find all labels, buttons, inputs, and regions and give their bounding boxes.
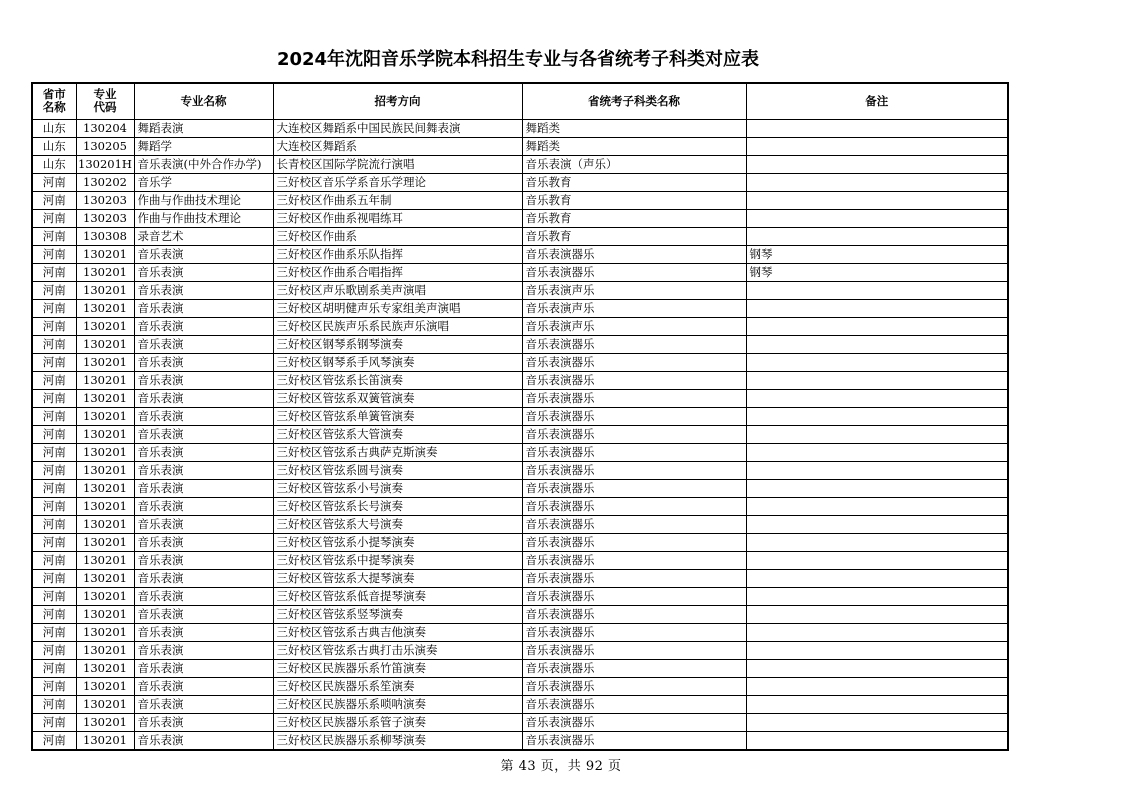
cell-note <box>746 713 1008 731</box>
table-row <box>32 137 1008 155</box>
cell-major: 音乐表演 <box>134 659 273 677</box>
cell-major: 音乐表演 <box>134 335 273 353</box>
cell-category: 音乐表演器乐 <box>522 335 746 353</box>
cell-direction: 大连校区舞蹈系 <box>273 137 522 155</box>
page-footer: 第 43 页，共 92 页 <box>500 759 622 774</box>
cell-code: 130201 <box>76 245 134 263</box>
table-row <box>32 371 1008 389</box>
cell-code: 130202 <box>76 173 134 191</box>
cell-major: 作曲与作曲技术理论 <box>134 209 273 227</box>
cell-province: 河南 <box>32 173 76 191</box>
cell-direction: 三好校区管弦系低音提琴演奏 <box>273 587 522 605</box>
cell-category: 音乐表演器乐 <box>522 497 746 515</box>
cell-direction: 三好校区管弦系长笛演奏 <box>273 371 522 389</box>
cell-major: 音乐表演 <box>134 317 273 335</box>
cell-code: 130201 <box>76 677 134 695</box>
cell-category: 音乐表演器乐 <box>522 623 746 641</box>
cell-code: 130201 <box>76 623 134 641</box>
cell-major: 音乐表演 <box>134 551 273 569</box>
cell-note <box>746 659 1008 677</box>
cell-direction: 三好校区管弦系中提琴演奏 <box>273 551 522 569</box>
cell-note <box>746 191 1008 209</box>
cell-major: 音乐表演 <box>134 587 273 605</box>
table-row <box>32 641 1008 659</box>
table-row <box>32 425 1008 443</box>
cell-province: 山东 <box>32 137 76 155</box>
table-row <box>32 731 1008 750</box>
cell-province: 河南 <box>32 281 76 299</box>
table-row <box>32 155 1008 173</box>
cell-province: 河南 <box>32 389 76 407</box>
cell-province: 河南 <box>32 659 76 677</box>
cell-note <box>746 569 1008 587</box>
table-row <box>32 407 1008 425</box>
cell-category: 音乐表演器乐 <box>522 407 746 425</box>
cell-direction: 三好校区民族器乐系唢呐演奏 <box>273 695 522 713</box>
cell-direction: 三好校区民族器乐系管子演奏 <box>273 713 522 731</box>
cell-code: 130205 <box>76 137 134 155</box>
cell-direction: 三好校区管弦系大提琴演奏 <box>273 569 522 587</box>
cell-note <box>746 119 1008 137</box>
table-row <box>32 299 1008 317</box>
table-row <box>32 227 1008 245</box>
cell-category: 音乐表演器乐 <box>522 515 746 533</box>
cell-code: 130201 <box>76 389 134 407</box>
table-row <box>32 497 1008 515</box>
cell-category: 音乐表演声乐 <box>522 281 746 299</box>
table-row <box>32 263 1008 281</box>
cell-direction: 三好校区管弦系古典打击乐演奏 <box>273 641 522 659</box>
cell-code: 130201 <box>76 407 134 425</box>
table-row <box>32 119 1008 137</box>
cell-note <box>746 173 1008 191</box>
header-code-label: 专业 代码 <box>93 87 117 115</box>
cell-note <box>746 551 1008 569</box>
cell-category: 音乐表演器乐 <box>522 371 746 389</box>
cell-major: 音乐表演 <box>134 677 273 695</box>
cell-province: 河南 <box>32 641 76 659</box>
cell-code: 130201 <box>76 533 134 551</box>
table-row <box>32 353 1008 371</box>
cell-major: 音乐表演 <box>134 533 273 551</box>
cell-category: 音乐表演器乐 <box>522 731 746 750</box>
cell-major: 音乐学 <box>134 173 273 191</box>
cell-direction: 三好校区民族器乐系柳琴演奏 <box>273 731 522 750</box>
cell-note <box>746 407 1008 425</box>
cell-province: 河南 <box>32 371 76 389</box>
cell-code: 130201 <box>76 281 134 299</box>
cell-province: 河南 <box>32 587 76 605</box>
cell-code: 130201 <box>76 461 134 479</box>
cell-major: 音乐表演 <box>134 443 273 461</box>
cell-direction: 三好校区管弦系双簧管演奏 <box>273 389 522 407</box>
cell-province: 山东 <box>32 119 76 137</box>
cell-direction: 三好校区管弦系小号演奏 <box>273 479 522 497</box>
cell-province: 河南 <box>32 299 76 317</box>
cell-note <box>746 497 1008 515</box>
cell-category: 音乐表演器乐 <box>522 425 746 443</box>
cell-province: 河南 <box>32 677 76 695</box>
cell-major: 音乐表演 <box>134 371 273 389</box>
cell-province: 河南 <box>32 353 76 371</box>
table-row <box>32 569 1008 587</box>
cell-major: 音乐表演 <box>134 479 273 497</box>
cell-category: 音乐表演器乐 <box>522 443 746 461</box>
cell-category: 音乐表演声乐 <box>522 299 746 317</box>
cell-note <box>746 335 1008 353</box>
cell-province: 河南 <box>32 713 76 731</box>
cell-direction: 三好校区钢琴系钢琴演奏 <box>273 335 522 353</box>
cell-province: 河南 <box>32 605 76 623</box>
table-row <box>32 623 1008 641</box>
cell-direction: 三好校区管弦系圆号演奏 <box>273 461 522 479</box>
table-row <box>32 191 1008 209</box>
cell-code: 130201 <box>76 605 134 623</box>
cell-direction: 三好校区作曲系 <box>273 227 522 245</box>
table-row <box>32 209 1008 227</box>
header-province-label: 省市 名称 <box>42 87 66 115</box>
cell-direction: 三好校区管弦系大号演奏 <box>273 515 522 533</box>
cell-province: 河南 <box>32 443 76 461</box>
cell-code: 130201 <box>76 299 134 317</box>
cell-code: 130203 <box>76 209 134 227</box>
cell-major: 音乐表演 <box>134 569 273 587</box>
cell-code: 130201 <box>76 569 134 587</box>
table-row <box>32 551 1008 569</box>
cell-note <box>746 731 1008 750</box>
cell-note <box>746 587 1008 605</box>
cell-province: 河南 <box>32 533 76 551</box>
cell-direction: 大连校区舞蹈系中国民族民间舞表演 <box>273 119 522 137</box>
table-body <box>32 119 1008 750</box>
cell-category: 音乐表演器乐 <box>522 461 746 479</box>
cell-category: 音乐表演器乐 <box>522 353 746 371</box>
cell-province: 河南 <box>32 425 76 443</box>
cell-major: 音乐表演 <box>134 695 273 713</box>
cell-note <box>746 155 1008 173</box>
cell-province: 河南 <box>32 245 76 263</box>
cell-category: 音乐表演器乐 <box>522 245 746 263</box>
cell-major: 音乐表演 <box>134 299 273 317</box>
cell-note <box>746 299 1008 317</box>
cell-direction: 三好校区民族声乐系民族声乐演唱 <box>273 317 522 335</box>
cell-direction: 三好校区声乐歌剧系美声演唱 <box>273 281 522 299</box>
cell-code: 130201 <box>76 443 134 461</box>
cell-code: 130201 <box>76 731 134 750</box>
cell-note <box>746 389 1008 407</box>
cell-direction: 三好校区管弦系古典萨克斯演奏 <box>273 443 522 461</box>
cell-category: 音乐表演器乐 <box>522 587 746 605</box>
cell-category: 舞蹈类 <box>522 137 746 155</box>
cell-note <box>746 425 1008 443</box>
cell-note <box>746 479 1008 497</box>
cell-category: 音乐表演器乐 <box>522 389 746 407</box>
table-row <box>32 245 1008 263</box>
table-row <box>32 587 1008 605</box>
cell-major: 音乐表演 <box>134 263 273 281</box>
cell-province: 河南 <box>32 695 76 713</box>
cell-note <box>746 695 1008 713</box>
header-category: 省统考子科类名称 <box>522 83 746 119</box>
page-title: 2024年沈阳音乐学院本科招生专业与各省统考子科类对应表 <box>276 49 760 70</box>
cell-code: 130201 <box>76 587 134 605</box>
cell-category: 音乐表演声乐 <box>522 317 746 335</box>
cell-major: 音乐表演 <box>134 389 273 407</box>
cell-major: 音乐表演 <box>134 731 273 750</box>
cell-direction: 三好校区钢琴系手风琴演奏 <box>273 353 522 371</box>
cell-category: 音乐表演器乐 <box>522 659 746 677</box>
cell-province: 河南 <box>32 209 76 227</box>
cell-direction: 三好校区管弦系单簧管演奏 <box>273 407 522 425</box>
cell-category: 音乐教育 <box>522 191 746 209</box>
cell-major: 音乐表演 <box>134 605 273 623</box>
cell-direction: 三好校区管弦系长号演奏 <box>273 497 522 515</box>
cell-code: 130201 <box>76 317 134 335</box>
cell-province: 山东 <box>32 155 76 173</box>
cell-category: 音乐表演器乐 <box>522 677 746 695</box>
cell-direction: 三好校区音乐学系音乐学理论 <box>273 173 522 191</box>
cell-note <box>746 281 1008 299</box>
table-header-row <box>32 83 1008 119</box>
cell-major: 音乐表演 <box>134 497 273 515</box>
cell-major: 音乐表演 <box>134 425 273 443</box>
cell-direction: 三好校区民族器乐系竹笛演奏 <box>273 659 522 677</box>
cell-direction: 三好校区胡明健声乐专家组美声演唱 <box>273 299 522 317</box>
cell-direction: 三好校区管弦系大管演奏 <box>273 425 522 443</box>
table-row <box>32 443 1008 461</box>
cell-province: 河南 <box>32 569 76 587</box>
cell-note <box>746 677 1008 695</box>
cell-category: 音乐表演器乐 <box>522 533 746 551</box>
cell-direction: 三好校区管弦系小提琴演奏 <box>273 533 522 551</box>
cell-province: 河南 <box>32 461 76 479</box>
table-row <box>32 281 1008 299</box>
cell-code: 130201 <box>76 371 134 389</box>
cell-major: 音乐表演 <box>134 281 273 299</box>
cell-major: 音乐表演 <box>134 641 273 659</box>
cell-note <box>746 623 1008 641</box>
table-row <box>32 335 1008 353</box>
table-row <box>32 389 1008 407</box>
cell-note <box>746 353 1008 371</box>
header-note: 备注 <box>746 83 1008 119</box>
cell-category: 音乐教育 <box>522 209 746 227</box>
cell-province: 河南 <box>32 731 76 750</box>
cell-major: 录音艺术 <box>134 227 273 245</box>
cell-category: 音乐表演器乐 <box>522 713 746 731</box>
cell-direction: 三好校区管弦系竖琴演奏 <box>273 605 522 623</box>
header-code <box>76 83 134 119</box>
cell-code: 130201 <box>76 425 134 443</box>
cell-major: 舞蹈表演 <box>134 119 273 137</box>
cell-category: 音乐教育 <box>522 227 746 245</box>
cell-province: 河南 <box>32 407 76 425</box>
cell-code: 130201 <box>76 497 134 515</box>
header-major: 专业名称 <box>134 83 273 119</box>
cell-direction: 三好校区作曲系五年制 <box>273 191 522 209</box>
cell-note <box>746 515 1008 533</box>
cell-direction: 三好校区民族器乐系笙演奏 <box>273 677 522 695</box>
cell-note <box>746 137 1008 155</box>
cell-province: 河南 <box>32 551 76 569</box>
header-direction: 招考方向 <box>273 83 522 119</box>
cell-code: 130204 <box>76 119 134 137</box>
cell-category: 音乐表演器乐 <box>522 605 746 623</box>
cell-note <box>746 209 1008 227</box>
cell-code: 130201H <box>76 155 134 173</box>
cell-direction: 三好校区作曲系视唱练耳 <box>273 209 522 227</box>
cell-code: 130201 <box>76 353 134 371</box>
cell-major: 舞蹈学 <box>134 137 273 155</box>
table-row <box>32 713 1008 731</box>
cell-code: 130201 <box>76 335 134 353</box>
cell-major: 音乐表演 <box>134 353 273 371</box>
cell-province: 河南 <box>32 515 76 533</box>
cell-direction: 三好校区作曲系乐队指挥 <box>273 245 522 263</box>
table-row <box>32 515 1008 533</box>
header-province <box>32 83 76 119</box>
cell-code: 130308 <box>76 227 134 245</box>
table-row <box>32 173 1008 191</box>
cell-code: 130201 <box>76 479 134 497</box>
table-row <box>32 479 1008 497</box>
major-mapping-table <box>31 82 1009 751</box>
cell-code: 130201 <box>76 515 134 533</box>
table-row <box>32 677 1008 695</box>
cell-category: 音乐表演器乐 <box>522 569 746 587</box>
cell-code: 130201 <box>76 551 134 569</box>
table-row <box>32 605 1008 623</box>
cell-direction: 三好校区管弦系古典吉他演奏 <box>273 623 522 641</box>
cell-note <box>746 371 1008 389</box>
cell-major: 音乐表演 <box>134 245 273 263</box>
cell-province: 河南 <box>32 191 76 209</box>
cell-major: 音乐表演 <box>134 713 273 731</box>
cell-code: 130203 <box>76 191 134 209</box>
cell-province: 河南 <box>32 227 76 245</box>
table-row <box>32 533 1008 551</box>
table-row <box>32 317 1008 335</box>
cell-note <box>746 443 1008 461</box>
cell-province: 河南 <box>32 479 76 497</box>
cell-code: 130201 <box>76 641 134 659</box>
cell-category: 舞蹈类 <box>522 119 746 137</box>
cell-note: 钢琴 <box>746 245 1008 263</box>
cell-major: 音乐表演(中外合作办学) <box>134 155 273 173</box>
table-row <box>32 695 1008 713</box>
cell-category: 音乐教育 <box>522 173 746 191</box>
cell-code: 130201 <box>76 659 134 677</box>
cell-major: 作曲与作曲技术理论 <box>134 191 273 209</box>
cell-note <box>746 227 1008 245</box>
cell-major: 音乐表演 <box>134 407 273 425</box>
cell-province: 河南 <box>32 317 76 335</box>
cell-note <box>746 317 1008 335</box>
cell-note: 钢琴 <box>746 263 1008 281</box>
cell-note <box>746 461 1008 479</box>
cell-category: 音乐表演器乐 <box>522 641 746 659</box>
cell-province: 河南 <box>32 335 76 353</box>
cell-direction: 长青校区国际学院流行演唱 <box>273 155 522 173</box>
cell-code: 130201 <box>76 695 134 713</box>
cell-major: 音乐表演 <box>134 515 273 533</box>
cell-category: 音乐表演器乐 <box>522 695 746 713</box>
cell-category: 音乐表演（声乐） <box>522 155 746 173</box>
cell-category: 音乐表演器乐 <box>522 263 746 281</box>
cell-code: 130201 <box>76 263 134 281</box>
cell-code: 130201 <box>76 713 134 731</box>
table-row <box>32 461 1008 479</box>
cell-province: 河南 <box>32 623 76 641</box>
cell-major: 音乐表演 <box>134 461 273 479</box>
cell-note <box>746 605 1008 623</box>
cell-category: 音乐表演器乐 <box>522 551 746 569</box>
cell-direction: 三好校区作曲系合唱指挥 <box>273 263 522 281</box>
cell-note <box>746 533 1008 551</box>
cell-province: 河南 <box>32 497 76 515</box>
cell-major: 音乐表演 <box>134 623 273 641</box>
cell-province: 河南 <box>32 263 76 281</box>
table-row <box>32 659 1008 677</box>
cell-note <box>746 641 1008 659</box>
cell-category: 音乐表演器乐 <box>522 479 746 497</box>
